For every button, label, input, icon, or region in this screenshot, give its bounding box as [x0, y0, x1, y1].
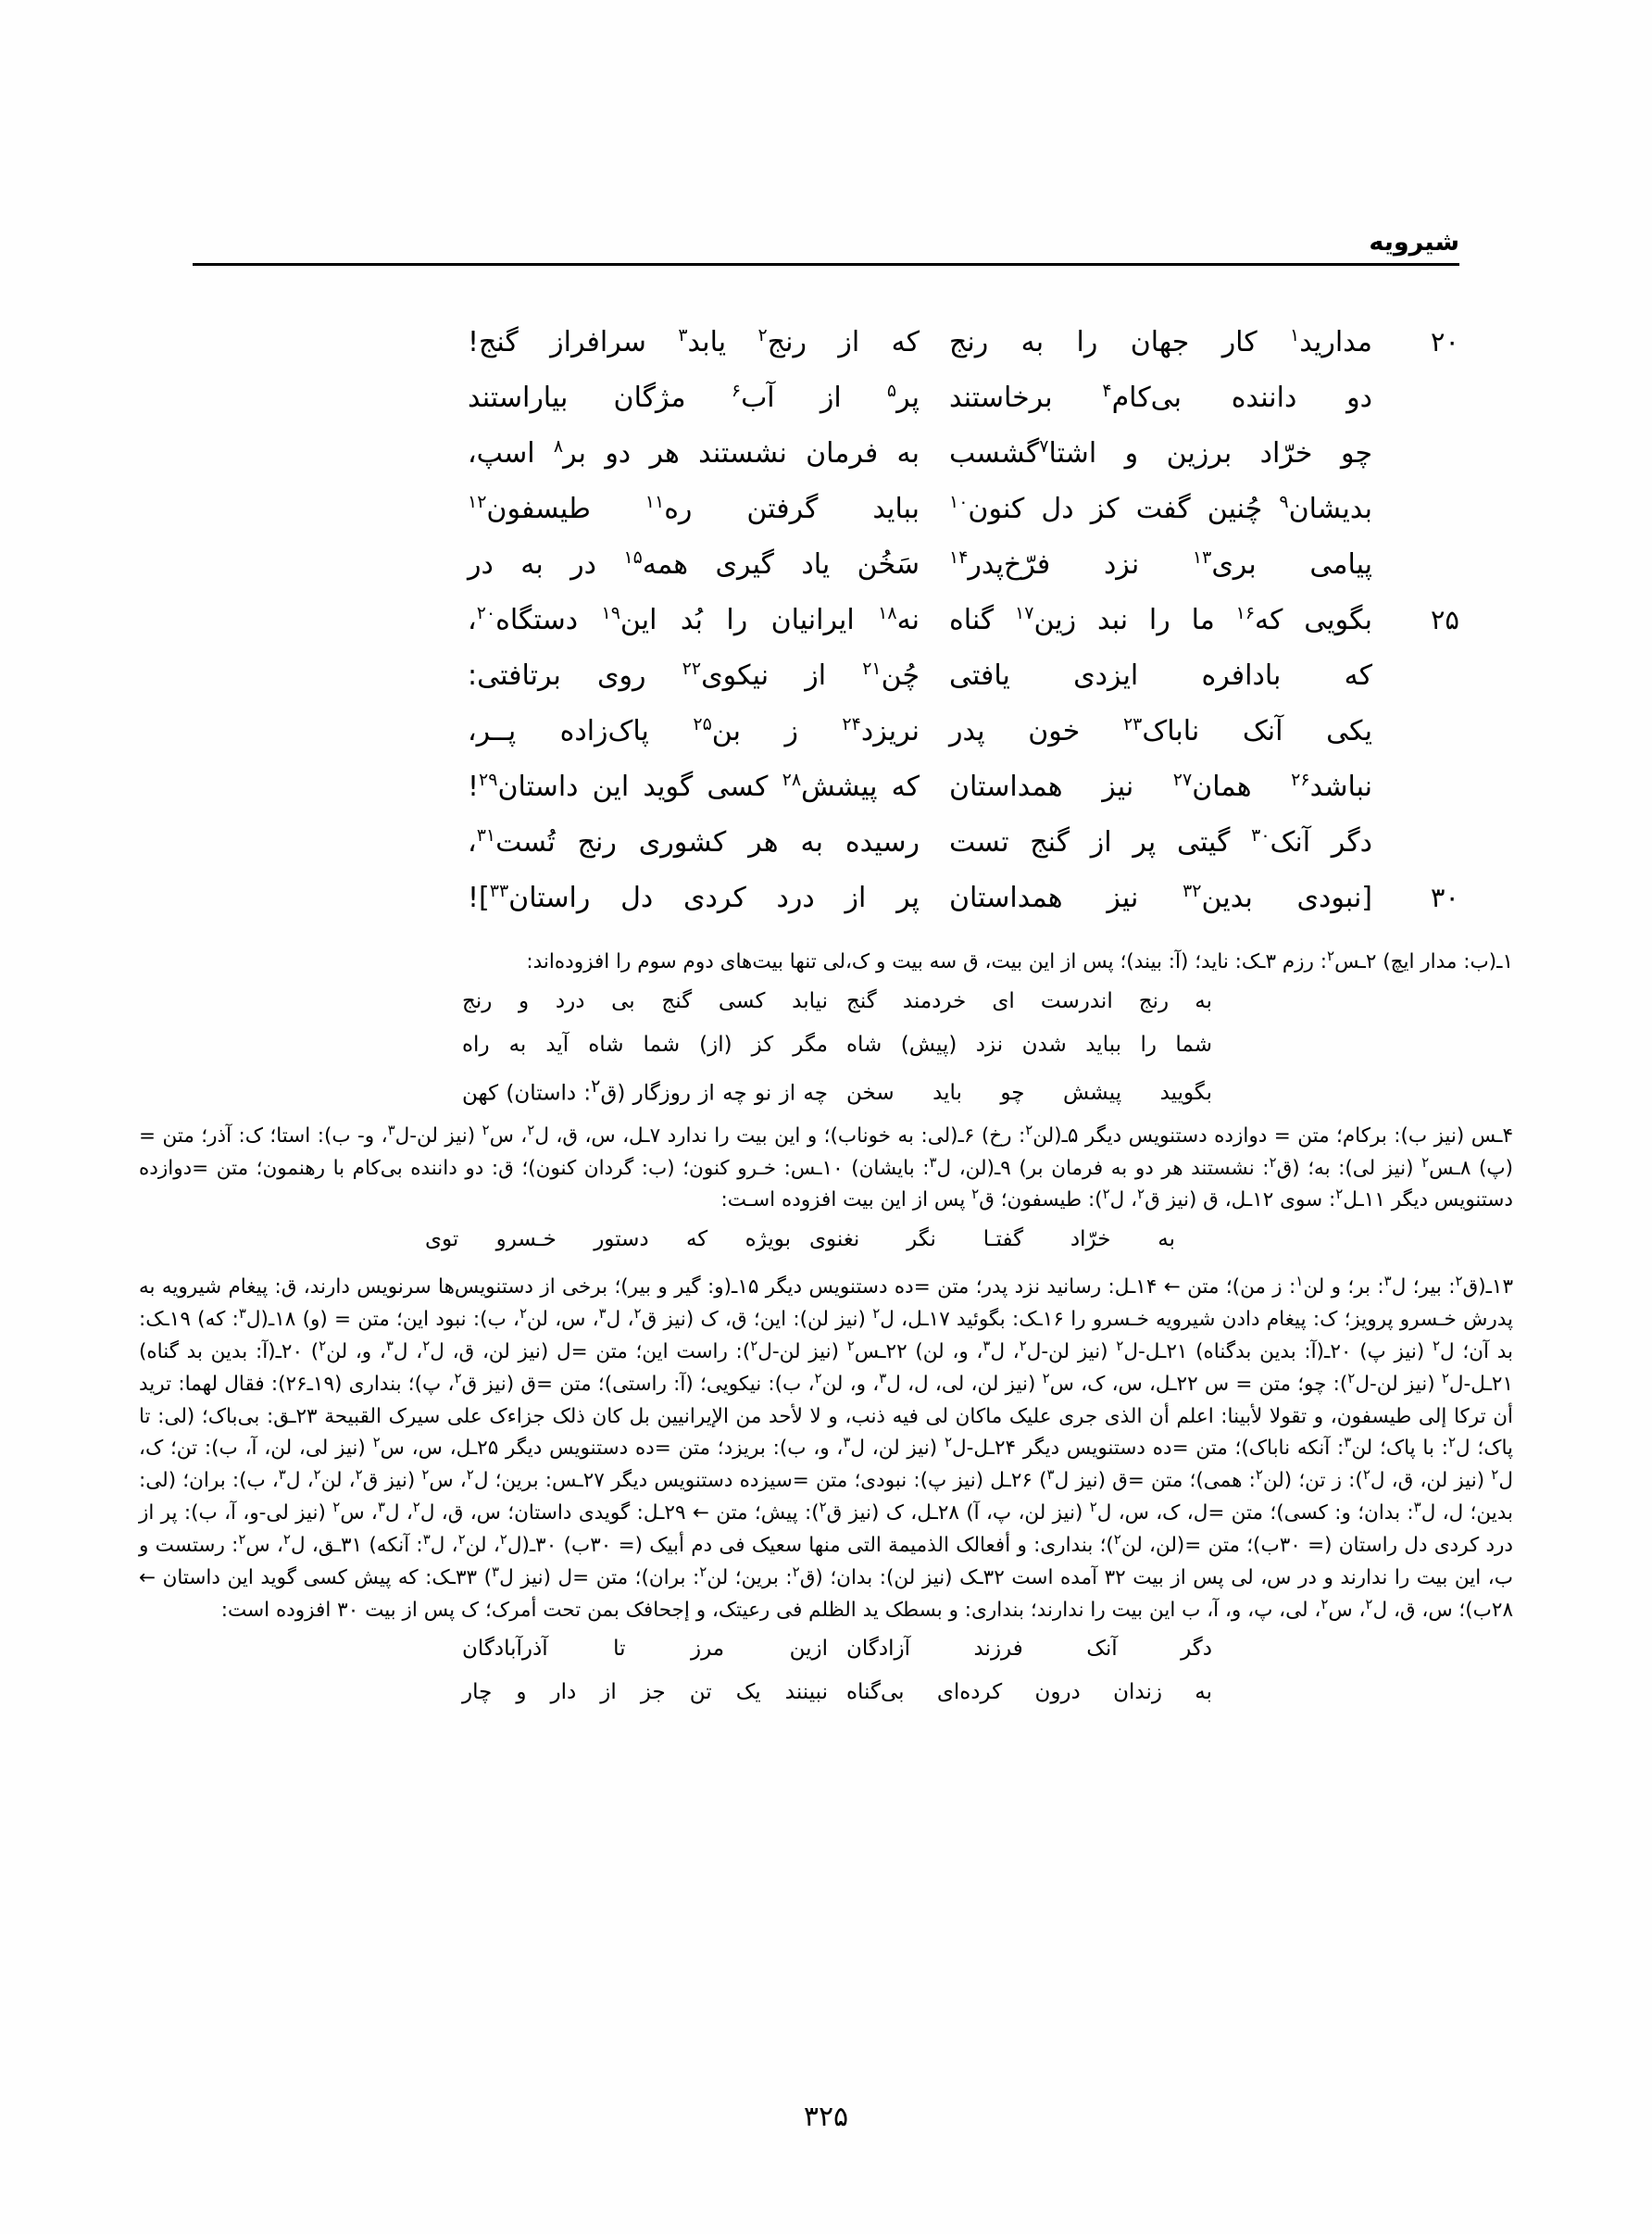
quoted-verse-line: [139, 1632, 1513, 1676]
hemistich-first: دگر آنک$^{۳۰}$ گیتی پر از گنج تست: [949, 825, 1373, 859]
quoted-hemistich-second: نیابد کسی گنج بی درد و رنج: [462, 988, 828, 1013]
verse-line: [193, 659, 1459, 715]
verse-line: [193, 826, 1459, 882]
verse-line: [193, 548, 1459, 604]
apparatus-paragraph: ۴ـس (نیز ب): برکام؛ متن = دوازده دستنویس دیگر ۵ـ(لن$^۲$: رخ) ۶ـ(لی: به خوناب)؛ و این بیت را ندارد ۷ـل، س، ق، ل$^۲$، س$^۲$ (نیز لن-ل$^۳$، و- ب): استا؛ ک: آذر؛ متن = (پ) ۸ـس$^۲$ (نیز لی): به؛ (ق$^۲$: نشستند هر دو به فرمان بر) ۹ـ(لن، ل$^۳$: بایشان) ۱۰ـس: خـرو کنون؛ (ب: گردان کنون)؛ ق: دو داننده بی‌کام با رهنمون؛ متن =دوازده دستنویس دیگر ۱۱ـل$^۲$: سوی ۱۲ـل، ق (نیز ق$^۲$، ل$^۲$): طیسفون؛ ق$^۲$ پس از این بیت افزوده اسـت:: [139, 1121, 1514, 1212]
quoted-hemistich-second: چه از نو چه از روزگار (ق$^۲$: داستان) کهن: [462, 1074, 828, 1106]
verse-line: [193, 604, 1459, 659]
hemistich-second: پر از درد کردی دل راستان$^{۳۳}$]!: [468, 881, 920, 914]
hemistich-first: که بادافره ایزدی یافتی: [949, 659, 1372, 692]
apparatus-paragraph: ۱۳ـ(ق$^۲$: بیر؛ ل$^۳$: بر؛ و لن$^۱$: ز من)؛ متن ← ۱۴ـل: رسانید نزد پدر؛ متن =ده دستنویس دیگر ۱۵ـ(و: گیر و بیر)؛ برخی از دستنویس‌ها سرنویس دارند، ق: پیغام شیرویه به پدرش خـسرو پرویز؛ ک: پیغام دادن شیرویه خـسرو را ۱۶ـک: بگوئید ۱۷ـل، ل$^۲$ (نیز لن): این؛ ق، ک (نیز ق$^۲$، ل$^۳$، س، لن$^۲$، ب): نبود این؛ متن = (و) ۱۸ـ(ل$^۳$: که) ۱۹ـک: بد آن؛ ل$^۲$ (نیز پ) ۲۰ـ(آ: بدین بدگناه) ۲۱ـل-ل$^۲$ (نیز لن-ل$^۲$، ل$^۳$، و، لن) ۲۲ـس$^۲$ (نیز لن-ل$^۲$): راست این؛ متن =ل (نیز لن، ق، ل$^۲$، ل$^۳$، و، لن$^۲$) ۲۰ـ(آ: بدین بد گناه) ۲۱ـل-ل$^۲$ (نیز لن-ل$^۲$): چو؛ متن = س ۲۲ـل، س، ک، س$^۲$ (نیز لن، لی، ل، ل$^۳$، و، لن$^۲$، ب): نیکویی؛ (آ: راستی)؛ متن =ق (نیز ق$^۲$، پ)؛ بنداری (۱۹ـ۲۶): فقال لهما: ترید أن ترکا إلی طیسفون، و تقولا لأبینا: اعلم أن الذی جری علیک ماکان لی فیه ذنب، و لا لأحد من الإیرانیین بل کان ذلک جزاءک علی سیرک القبیحة ۲۳ـق: بی‌باک؛ (لی: تا پاک؛ ل$^۲$: با پاک؛ لن$^۳$: آنکه ناباک)؛ متن =ده دستنویس دیگر ۲۴ـل-ل$^۲$ (نیز لن، ل$^۳$، و، ب): بریزد؛ متن =ده دستنویس دیگر ۲۵ـل، س، س$^۲$ (نیز لی، لن، آ، ب): تن؛ ک، ل$^۲$ (نیز لن، ق، ل$^۲$): ز تن؛ (لن$^۲$: همی)؛ متن =ق (نیز ل$^۳$) ۲۶ـل (نیز پ): نبودی؛ متن =سیزده دستنویس دیگر ۲۷ـس: برین؛ ل$^۲$، س$^۲$ (نیز ق$^۲$، لن$^۲$، ل$^۳$، ب): بران؛ (لی: بدین؛ ل، ل$^۳$: بدان؛ و: کسی)؛ متن =ل، ک، س، ل$^۲$ (نیز لن، پ، آ) ۲۸ـل، ک (نیز ق$^۲$): پیش؛ متن ← ۲۹ـل: گویدی داستان؛ س، ق، ل$^۲$، ل$^۳$، س$^۲$ (نیز لی-و، آ، ب): پر از درد کردی دل راستان (= ۳۰ب)؛ متن =(لن، لن$^۲$)؛ بنداری: و أفعالک الذمیمة التی منها سعیک فی دم أبیک (= ۳۰ب) ۳۰ـ(ل$^۲$، لن$^۲$، ل$^۳$: آنکه) ۳۱ـق، ل$^۲$، س$^۲$: رستست و ب، این بیت را ندارند و در س، لی پس از بیت ۳۲ آمده است ۳۲ـک (نیز لن): بدان؛ (ق$^۲$: برین؛ لن$^۲$: بران)؛ متن =ل (نیز ل$^۳$) ۳۳ـک: که پیش کسی گوید این داستان ← ۲۸ب)؛ س، ق، ل$^۲$، س$^۲$، لی، پ، و، آ، ب این بیت را ندارند؛ بنداری: و بسطک ید الظلم فی رعیتک، و إجحافک بمن تحت أمرک؛ ک پس از بیت ۳۰ افزوده است:: [139, 1273, 1514, 1622]
quoted-verse-line: [139, 985, 1513, 1028]
hemistich-second: به فرمان نشستند هر دو بر$^۸$ اسپ،: [468, 436, 920, 470]
verse-block: [193, 326, 1459, 937]
quoted-hemistich-first: به زندان درون کرده‌ای بی‌گناه: [846, 1680, 1212, 1705]
running-head-title: شیرویه: [1369, 228, 1459, 257]
verse-line: [193, 493, 1459, 548]
verse-number: ۲۵: [1430, 604, 1459, 635]
hemistich-first: چو خرّاد برزین و اشتا$^۷$گشسب: [949, 436, 1372, 470]
verse-line: [193, 882, 1459, 937]
hemistich-first: پیامی بری$^{۱۳}$ نزد فرّخ‌پدر$^{۱۴}$: [949, 547, 1372, 581]
hemistich-second: چُن$^{۲۱}$ از نیکوی$^{۲۲}$ روی برتافتی:: [468, 659, 920, 692]
quoted-hemistich-first: به رنج اندرست ای خردمند گنج: [846, 988, 1212, 1013]
hemistich-first: دو داننده بی‌کام$^۴$ برخاستند: [949, 381, 1372, 414]
apparatus-quoted-couplets: [139, 1632, 1513, 1719]
quoted-hemistich-second: ازین مرز تا آذرآبادگان: [462, 1637, 828, 1662]
apparatus-criticus: [139, 947, 1513, 1725]
hemistich-second: رسیده به هر کشوری رنج تُست$^{۳۱}$،: [468, 825, 920, 859]
hemistich-first: مدارید$^۱$ کار جهان را به رنج: [949, 325, 1372, 358]
apparatus-quoted-couplets: [139, 1223, 1513, 1266]
quoted-hemistich-second: مگر کز (از) شما شاه آید به راه: [462, 1032, 828, 1057]
quoted-verse-line: [139, 1676, 1513, 1719]
verse-number: ۳۰: [1430, 882, 1459, 913]
hemistich-first: نباشد$^{۲۶}$ همان$^{۲۷}$ نیز همداستان: [949, 770, 1373, 803]
verse-line: [193, 326, 1459, 382]
apparatus-quoted-couplets: [139, 985, 1513, 1115]
hemistich-first: یکی آنک ناباک$^{۲۳}$ خون پدر: [949, 714, 1372, 747]
hemistich-second: نه$^{۱۸}$ ایرانیان را بُد این$^{۱۹}$ دستگاه$^{۲۰}$،: [468, 603, 920, 636]
hemistich-first: بگویی که$^{۱۶}$ ما را نبد زین$^{۱۷}$ گناه: [949, 603, 1373, 636]
page-header: [193, 230, 1459, 285]
quoted-verse-line: [139, 1223, 1513, 1266]
verse-line: [193, 771, 1459, 826]
hemistich-second: بباید گرفتن ره$^{۱۱}$ طیسفون$^{۱۲}$: [468, 492, 920, 525]
header-rule: [193, 263, 1459, 266]
hemistich-second: نریزد$^{۲۴}$ ز بن$^{۲۵}$ پاک‌زاده پــر،: [468, 714, 920, 747]
hemistich-first: [نبودی بدین$^{۳۲}$ نیز همداستان: [949, 881, 1373, 914]
verse-number: ۲۰: [1430, 326, 1459, 358]
quoted-hemistich-second: بویژه که دستور خـسرو توی: [425, 1227, 791, 1252]
verse-line: [193, 437, 1459, 493]
verse-line: [193, 715, 1459, 771]
quoted-hemistich-first: شما را بباید شدن نزد (پیش) شاه: [846, 1032, 1212, 1057]
verse-line: [193, 382, 1459, 437]
hemistich-first: بدیشان$^۹$ چُنین گفت کز دل کنون$^{۱۰}$: [949, 492, 1372, 525]
quoted-hemistich-second: نبینند یک تن جز از دار و چار: [462, 1680, 828, 1705]
quoted-hemistich-first: بگویید پیشش چو باید سخن: [846, 1081, 1212, 1106]
apparatus-paragraph: ۱ـ(ب: مدار ایچ) ۲ـس$^۲$: رزم ۳ـک: ناید؛ (آ: بیند)؛ پس از این بیت، ق سه بیت و ک،لی تنها بیت‌های دوم سوم را افزوده‌اند:: [526, 947, 1513, 973]
hemistich-second: که از رنج$^۲$ یابد$^۳$ سرافراز گنج!: [468, 325, 920, 358]
quoted-hemistich-first: به خرّاد گفتـا نگر نغنوی: [809, 1227, 1175, 1252]
hemistich-second: پر$^۵$ از آب$^۶$ مژگان بیاراستند: [468, 381, 920, 414]
hemistich-second: که پیشش$^{۲۸}$ کسی گوید این داستان$^{۲۹}$!: [468, 770, 920, 803]
hemistich-second: سَخُن یاد گیری همه$^{۱۵}$ در به در: [468, 547, 920, 581]
quoted-verse-line: [139, 1072, 1513, 1115]
folio-number: ۳۲۵: [803, 2101, 849, 2133]
quoted-verse-line: [139, 1028, 1513, 1072]
quoted-hemistich-first: دگر آنک فرزند آزادگان: [846, 1637, 1212, 1662]
